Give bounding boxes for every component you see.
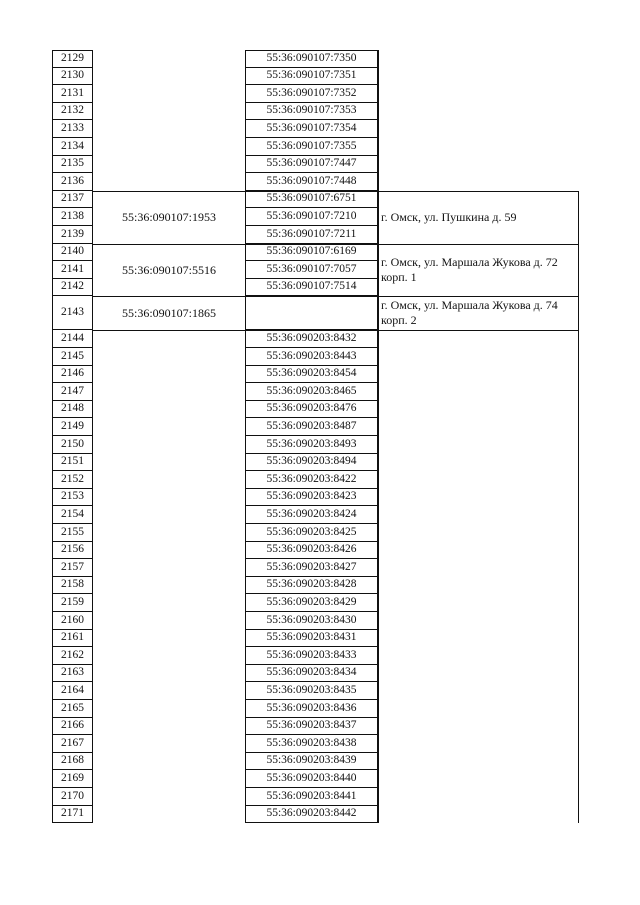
row-number-cell: 2136 bbox=[52, 173, 93, 191]
row-number-cell: 2162 bbox=[52, 647, 93, 665]
row-number-cell: 2158 bbox=[52, 577, 93, 595]
row-number-cell: 2171 bbox=[52, 806, 93, 824]
cadastral-number-cell: 55:36:090203:8436 bbox=[245, 700, 378, 718]
cadastral-number-cell: 55:36:090107:7351 bbox=[245, 68, 378, 86]
parcel-number-cell: 55:36:090107:1953 bbox=[121, 210, 216, 225]
row-number-cell: 2152 bbox=[52, 471, 93, 489]
cadastral-number-cell: 55:36:090203:8422 bbox=[245, 471, 378, 489]
cadastral-number-cell: 55:36:090203:8438 bbox=[245, 735, 378, 753]
cadastral-number-cell: 55:36:090203:8487 bbox=[245, 418, 378, 436]
cadastral-number-cell: 55:36:090203:8465 bbox=[245, 383, 378, 401]
row-number-cell: 2144 bbox=[52, 330, 93, 348]
row-number-cell: 2170 bbox=[52, 788, 93, 806]
cadastral-number-cell: 55:36:090203:8434 bbox=[245, 665, 378, 683]
cadastral-number-cell: 55:36:090107:7514 bbox=[245, 279, 378, 297]
row-number-cell: 2129 bbox=[52, 50, 93, 68]
cadastral-number-cell: 55:36:090203:8424 bbox=[245, 506, 378, 524]
row-number-cell: 2135 bbox=[52, 156, 93, 174]
row-number-cell: 2166 bbox=[52, 718, 93, 736]
cadastral-number-cell: 55:36:090203:8432 bbox=[245, 330, 378, 348]
row-number-cell: 2149 bbox=[52, 418, 93, 436]
column-rule-left bbox=[378, 50, 379, 823]
row-number-cell: 2159 bbox=[52, 594, 93, 612]
row-number-cell: 2154 bbox=[52, 506, 93, 524]
cadastral-number-cell: 55:36:090203:8428 bbox=[245, 577, 378, 595]
row-number-cell: 2147 bbox=[52, 383, 93, 401]
group-right-border bbox=[578, 296, 579, 330]
parcel-number-cell: 55:36:090107:5516 bbox=[121, 262, 216, 277]
cadastral-number-cell: 55:36:090203:8493 bbox=[245, 436, 378, 454]
row-number-cell: 2134 bbox=[52, 138, 93, 156]
row-number-cell: 2137 bbox=[52, 191, 93, 209]
cadastral-number-cell: 55:36:090203:8425 bbox=[245, 524, 378, 542]
cadastral-number-cell: 55:36:090203:8433 bbox=[245, 647, 378, 665]
row-number-cell: 2131 bbox=[52, 85, 93, 103]
address-cell: г. Омск, ул. Маршала Жукова д. 74 корп. 2 bbox=[381, 298, 558, 328]
cadastral-number-cell: 55:36:090203:8443 bbox=[245, 348, 378, 366]
row-number-cell: 2132 bbox=[52, 103, 93, 121]
cadastral-number-cell: 55:36:090203:8442 bbox=[245, 806, 378, 824]
cadastral-number-cell: 55:36:090107:6169 bbox=[245, 244, 378, 262]
group-right-border bbox=[578, 191, 579, 244]
cadastral-number-cell bbox=[245, 296, 378, 330]
row-number-cell: 2157 bbox=[52, 559, 93, 577]
row-number-cell: 2140 bbox=[52, 244, 93, 262]
row-number-cell: 2145 bbox=[52, 348, 93, 366]
row-number-cell: 2143 bbox=[52, 296, 93, 330]
address-cell: г. Омск, ул. Маршала Жукова д. 72 корп. 1 bbox=[381, 254, 558, 284]
cadastral-number-cell: 55:36:090107:7210 bbox=[245, 208, 378, 226]
cadastral-number-cell: 55:36:090203:8429 bbox=[245, 594, 378, 612]
cadastral-number-cell: 55:36:090203:8430 bbox=[245, 612, 378, 630]
row-number-cell: 2164 bbox=[52, 682, 93, 700]
cadastral-number-cell: 55:36:090107:7355 bbox=[245, 138, 378, 156]
cadastral-number-cell: 55:36:090203:8427 bbox=[245, 559, 378, 577]
row-number-cell: 2133 bbox=[52, 120, 93, 138]
cadastral-number-cell: 55:36:090203:8423 bbox=[245, 489, 378, 507]
row-number-cell: 2155 bbox=[52, 524, 93, 542]
row-number-cell: 2142 bbox=[52, 279, 93, 297]
group-top-border bbox=[93, 191, 578, 192]
cadastral-number-cell: 55:36:090203:8494 bbox=[245, 454, 378, 472]
cadastral-number-cell: 55:36:090107:6751 bbox=[245, 191, 378, 209]
row-number-cell: 2150 bbox=[52, 436, 93, 454]
row-number-cell: 2167 bbox=[52, 735, 93, 753]
cadastral-number-cell: 55:36:090203:8454 bbox=[245, 366, 378, 384]
cadastral-number-cell: 55:36:090203:8431 bbox=[245, 630, 378, 648]
row-number-cell: 2141 bbox=[52, 261, 93, 279]
cadastral-number-cell: 55:36:090107:7211 bbox=[245, 226, 378, 244]
row-number-cell: 2168 bbox=[52, 753, 93, 771]
group-right-border bbox=[578, 244, 579, 297]
cadastral-number-cell: 55:36:090203:8435 bbox=[245, 682, 378, 700]
cadastral-number-cell: 55:36:090203:8426 bbox=[245, 542, 378, 560]
group-top-border bbox=[93, 244, 578, 245]
cadastral-number-cell: 55:36:090203:8439 bbox=[245, 753, 378, 771]
row-number-cell: 2160 bbox=[52, 612, 93, 630]
cadastral-number-cell: 55:36:090107:7448 bbox=[245, 173, 378, 191]
column-rule-right bbox=[578, 330, 579, 823]
row-number-cell: 2169 bbox=[52, 770, 93, 788]
cadastral-number-cell: 55:36:090107:7354 bbox=[245, 120, 378, 138]
row-number-cell: 2139 bbox=[52, 226, 93, 244]
cadastral-number-cell: 55:36:090107:7352 bbox=[245, 85, 378, 103]
address-cell: г. Омск, ул. Пушкина д. 59 bbox=[381, 209, 517, 224]
row-number-cell: 2156 bbox=[52, 542, 93, 560]
group-bottom-border bbox=[93, 330, 578, 331]
row-number-cell: 2138 bbox=[52, 208, 93, 226]
row-number-cell: 2163 bbox=[52, 665, 93, 683]
row-number-cell: 2146 bbox=[52, 366, 93, 384]
row-number-cell: 2161 bbox=[52, 630, 93, 648]
cadastral-number-cell: 55:36:090203:8441 bbox=[245, 788, 378, 806]
row-number-cell: 2151 bbox=[52, 454, 93, 472]
cadastral-number-cell: 55:36:090203:8440 bbox=[245, 770, 378, 788]
parcel-number-cell: 55:36:090107:1865 bbox=[121, 306, 216, 321]
row-number-cell: 2153 bbox=[52, 489, 93, 507]
group-top-border bbox=[93, 296, 578, 297]
cadastral-number-cell: 55:36:090107:7353 bbox=[245, 103, 378, 121]
cadastral-number-cell: 55:36:090107:7447 bbox=[245, 156, 378, 174]
row-number-cell: 2130 bbox=[52, 68, 93, 86]
row-number-cell: 2148 bbox=[52, 401, 93, 419]
cadastral-number-cell: 55:36:090107:7057 bbox=[245, 261, 378, 279]
row-number-cell: 2165 bbox=[52, 700, 93, 718]
cadastral-number-cell: 55:36:090203:8437 bbox=[245, 718, 378, 736]
cadastral-number-cell: 55:36:090107:7350 bbox=[245, 50, 378, 68]
cadastral-number-cell: 55:36:090203:8476 bbox=[245, 401, 378, 419]
